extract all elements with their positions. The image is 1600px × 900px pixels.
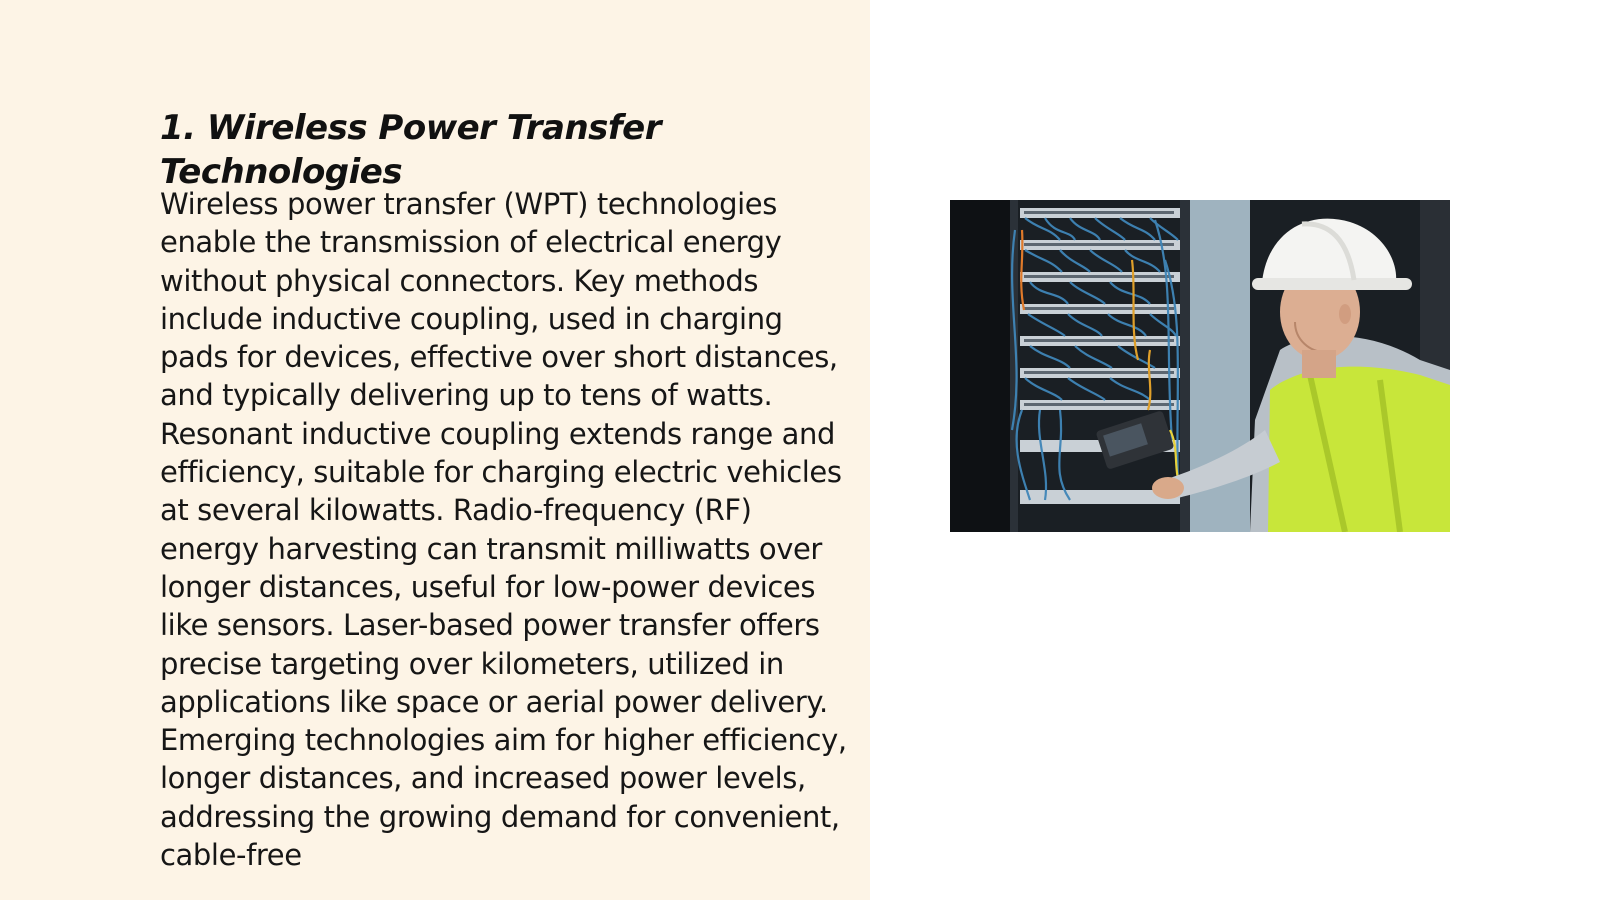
technician-server-rack-photo xyxy=(950,200,1450,532)
slide-body-text: Wireless power transfer (WPT) technologies enable the transmission of electrical energy without physical connectors. Key methods include inductive coupling, used in charging pads for devices, effective over short distances, and typically delivering up to tens of watts. Resonant inductive coupling extends range and efficiency, suitable for charging electric vehicles at several kilowatts. Radio-frequency (RF) energy harvesting can transmit milliwatts over longer distances, useful for low-power devices like sensors. Laser-based power transfer offers precise targeting over kilometers, utilized in applications like space or aerial power delivery. Emerging technologies aim for higher efficiency, longer distances, and increased power levels, addressing the growing demand for convenient, cable-free xyxy=(160,187,847,873)
slide-title: 1. Wireless Power Transfer Technologies xyxy=(160,108,662,192)
